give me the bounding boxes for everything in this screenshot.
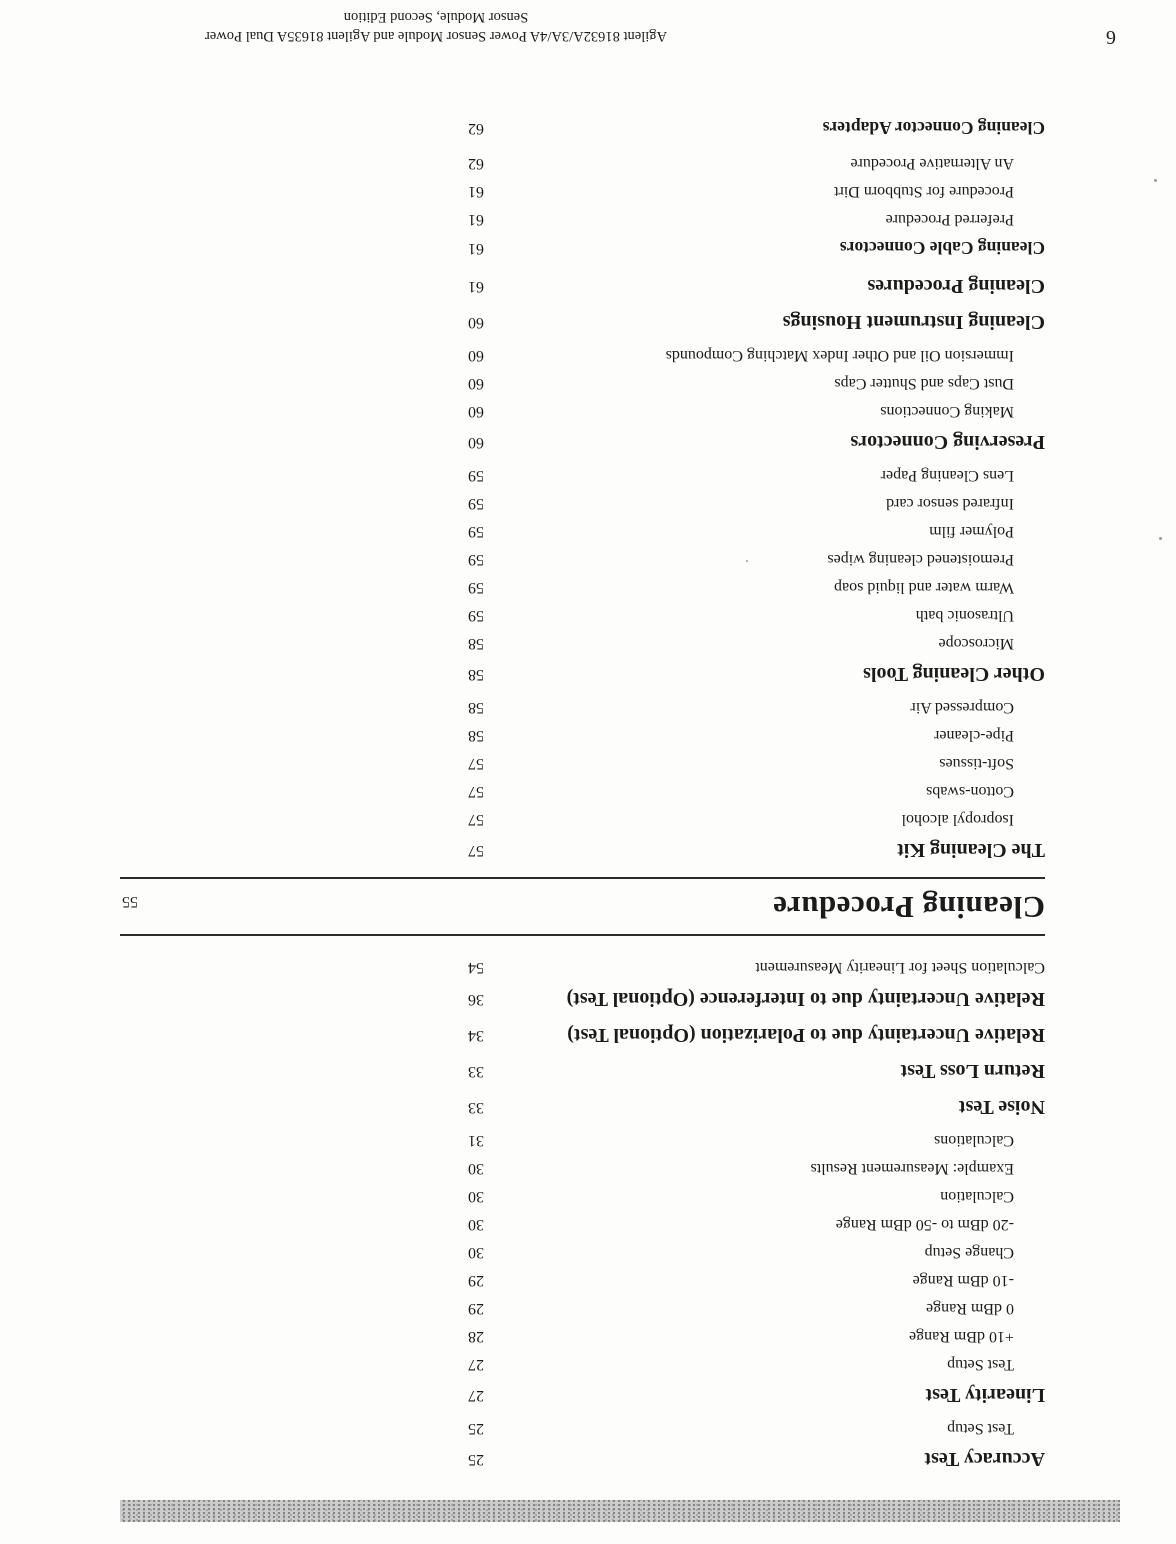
toc-entry bbox=[120, 1054, 1045, 1088]
decorative-chapter-tab-bar bbox=[120, 1500, 1120, 1522]
toc-entry-page: 33 bbox=[468, 1099, 484, 1116]
toc-entry-page: 60 bbox=[468, 347, 484, 364]
toc-entry-label: Accuracy Test bbox=[924, 1448, 1045, 1470]
toc-entry-label: Warm water and liquid soap bbox=[834, 579, 1014, 596]
toc-entry-label: -20 dBm to -50 dBm Range bbox=[835, 1216, 1014, 1233]
toc-entry-label: Relative Uncertainty due to Interference (Optional Test) bbox=[566, 988, 1045, 1010]
toc-entry bbox=[120, 749, 1045, 777]
toc-entry bbox=[120, 233, 1045, 263]
toc-entry bbox=[120, 461, 1045, 489]
toc-entry bbox=[120, 1294, 1045, 1322]
toc-entry bbox=[120, 1350, 1045, 1378]
toc-entry-label: Polymer film bbox=[929, 523, 1014, 540]
toc-entry-page: 59 bbox=[468, 579, 484, 596]
toc-chapter-block bbox=[120, 877, 1045, 936]
toc-entry-label: Procedure for Stubborn Dirt bbox=[834, 183, 1014, 200]
toc-entry bbox=[120, 1182, 1045, 1210]
toc-entry bbox=[120, 397, 1045, 425]
toc-entry-page: 57 bbox=[468, 783, 484, 800]
toc-entry bbox=[120, 982, 1045, 1016]
toc-entry-page: 58 bbox=[468, 635, 484, 652]
toc-entry-label: Return Loss Test bbox=[900, 1060, 1045, 1082]
toc-entry bbox=[120, 952, 1045, 982]
toc-chapter-title: Cleaning Procedure bbox=[772, 890, 1045, 925]
toc-entry bbox=[120, 693, 1045, 721]
toc-entry bbox=[120, 489, 1045, 517]
toc-entry-page: 58 bbox=[468, 727, 484, 744]
toc-entry-label: -10 dBm Range bbox=[912, 1272, 1014, 1289]
toc-entry-page: 61 bbox=[468, 240, 484, 257]
toc-entry-page: 30 bbox=[468, 1160, 484, 1177]
toc-entry-label: +10 dBm Range bbox=[908, 1328, 1014, 1345]
toc-entry-label: Calculations bbox=[934, 1132, 1014, 1149]
toc-entry-page: 60 bbox=[468, 314, 484, 331]
table-of-contents bbox=[120, 113, 1045, 1478]
toc-entry-page: 57 bbox=[468, 842, 484, 859]
toc-entry-page: 31 bbox=[468, 1132, 484, 1149]
toc-entry-label: Linearity Test bbox=[925, 1384, 1045, 1406]
scan-speck bbox=[746, 560, 748, 562]
toc-entry-page: 59 bbox=[468, 607, 484, 624]
toc-entry bbox=[120, 113, 1045, 143]
toc-entry bbox=[120, 341, 1045, 369]
toc-entry-page: 25 bbox=[468, 1420, 484, 1437]
toc-entry-label: Microscope bbox=[938, 635, 1014, 652]
toc-entry-label: Relative Uncertainty due to Polarization (Optional Test) bbox=[567, 1024, 1045, 1046]
toc-entry-label: 0 dBm Range bbox=[926, 1300, 1014, 1317]
toc-entry-page: 57 bbox=[468, 811, 484, 828]
toc-list-upper bbox=[120, 952, 1045, 1476]
toc-entry bbox=[120, 1322, 1045, 1350]
toc-entry-label: Test Setup bbox=[947, 1420, 1014, 1437]
toc-entry-page: 34 bbox=[468, 1027, 484, 1044]
toc-entry bbox=[120, 269, 1045, 303]
toc-entry bbox=[120, 1018, 1045, 1052]
toc-entry-label: Compressed Air bbox=[910, 699, 1014, 716]
toc-chapter-row bbox=[120, 879, 1045, 934]
toc-entry-page: 57 bbox=[468, 755, 484, 772]
toc-entry-label: Cotton-swabs bbox=[926, 783, 1014, 800]
toc-entry-label: Dust Caps and Shutter Caps bbox=[834, 375, 1014, 392]
toc-entry bbox=[120, 777, 1045, 805]
toc-entry-page: 30 bbox=[468, 1244, 484, 1261]
toc-entry-label: Infrared sensor card bbox=[886, 495, 1014, 512]
toc-entry-label: Lens Cleaning Paper bbox=[880, 467, 1014, 484]
toc-entry-page: 28 bbox=[468, 1328, 484, 1345]
toc-entry-label: Noise Test bbox=[958, 1096, 1045, 1118]
toc-entry bbox=[120, 369, 1045, 397]
toc-entry-page: 29 bbox=[468, 1272, 484, 1289]
toc-entry bbox=[120, 573, 1045, 601]
toc-entry-label: Making Connections bbox=[880, 403, 1014, 420]
toc-entry bbox=[120, 1414, 1045, 1442]
toc-entry bbox=[120, 601, 1045, 629]
toc-entry-label: Ultrasonic bath bbox=[915, 607, 1014, 624]
toc-entry-page: 60 bbox=[468, 434, 484, 451]
toc-entry bbox=[120, 1238, 1045, 1266]
toc-entry-page: 59 bbox=[468, 551, 484, 568]
toc-entry-page: 61 bbox=[468, 211, 484, 228]
toc-entry-label: Immersion Oil and Other Index Matching Compounds bbox=[665, 347, 1014, 364]
toc-entry bbox=[120, 149, 1045, 177]
chapter-rule-top bbox=[120, 934, 1045, 936]
toc-entry-page: 59 bbox=[468, 467, 484, 484]
scan-speck bbox=[1159, 537, 1162, 540]
toc-entry-page: 30 bbox=[468, 1188, 484, 1205]
toc-entry bbox=[120, 805, 1045, 833]
toc-entry-page: 61 bbox=[468, 278, 484, 295]
toc-entry bbox=[120, 305, 1045, 339]
toc-entry bbox=[120, 177, 1045, 205]
toc-entry-page: 25 bbox=[468, 1451, 484, 1468]
toc-entry-label: Soft-tissues bbox=[939, 755, 1014, 772]
toc-entry-page: 62 bbox=[468, 120, 484, 137]
toc-entry-label: The Cleaning Kit bbox=[897, 839, 1045, 861]
toc-entry bbox=[120, 545, 1045, 573]
toc-entry-label: Preserving Connectors bbox=[850, 431, 1045, 453]
toc-entry-label: Premoistened cleaning wipes bbox=[827, 551, 1014, 568]
toc-entry-label: Calculation bbox=[940, 1188, 1014, 1205]
toc-entry bbox=[120, 1090, 1045, 1124]
toc-entry-page: 61 bbox=[468, 183, 484, 200]
toc-entry-label: Isopropyl alcohol bbox=[901, 811, 1014, 828]
toc-entry bbox=[120, 721, 1045, 749]
footer-page-number: 6 bbox=[1106, 26, 1116, 48]
toc-entry-page: 54 bbox=[468, 959, 484, 976]
footer-doc-title bbox=[128, 7, 744, 45]
toc-entry-label: Cleaning Procedures bbox=[867, 275, 1045, 297]
toc-entry-page: 58 bbox=[468, 699, 484, 716]
toc-entry-page: 59 bbox=[468, 495, 484, 512]
toc-entry bbox=[120, 1442, 1045, 1476]
toc-entry bbox=[120, 1378, 1045, 1412]
toc-entry-label: Example: Measurement Results bbox=[810, 1160, 1014, 1177]
toc-entry-page: 58 bbox=[468, 666, 484, 683]
toc-entry bbox=[120, 425, 1045, 459]
toc-entry-label: Preferred Procedure bbox=[885, 211, 1014, 228]
toc-entry-page: 30 bbox=[468, 1216, 484, 1233]
toc-entry bbox=[120, 517, 1045, 545]
footer-doc-title-line2: Sensor Module, Second Edition bbox=[343, 9, 529, 25]
toc-entry-label: Cleaning Connector Adapters bbox=[822, 118, 1045, 138]
toc-entry-page: 62 bbox=[468, 155, 484, 172]
toc-entry-label: Test Setup bbox=[947, 1356, 1014, 1373]
toc-entry bbox=[120, 205, 1045, 233]
toc-entry-page: 60 bbox=[468, 403, 484, 420]
toc-entry bbox=[120, 833, 1045, 867]
toc-entry-label: An Alternative Procedure bbox=[850, 155, 1014, 172]
toc-entry-page: 60 bbox=[468, 375, 484, 392]
toc-entry bbox=[120, 657, 1045, 691]
toc-entry-page: 33 bbox=[468, 1063, 484, 1080]
toc-entry-label: Pipe-cleaner bbox=[934, 727, 1014, 744]
toc-entry-label: Calculation Sheet for Linearity Measurement bbox=[755, 959, 1045, 976]
toc-entry bbox=[120, 1154, 1045, 1182]
toc-entry-label: Change Setup bbox=[924, 1244, 1014, 1261]
toc-list-lower bbox=[120, 113, 1045, 867]
toc-entry-page: 27 bbox=[468, 1387, 484, 1404]
toc-entry-page: 29 bbox=[468, 1300, 484, 1317]
toc-entry-page: 27 bbox=[468, 1356, 484, 1373]
toc-entry-page: 59 bbox=[468, 523, 484, 540]
toc-entry bbox=[120, 1126, 1045, 1154]
toc-entry-label: Cleaning Cable Connectors bbox=[839, 238, 1045, 258]
toc-entry-page: 36 bbox=[468, 991, 484, 1008]
footer-doc-title-line1: Agilent 81632A/3A/4A Power Sensor Module and Agilent 81635A Dual Power bbox=[205, 28, 667, 44]
scan-speck bbox=[1154, 179, 1157, 182]
chapter-rule-bottom bbox=[120, 877, 1045, 879]
toc-entry bbox=[120, 1266, 1045, 1294]
toc-entry bbox=[120, 629, 1045, 657]
toc-entry bbox=[120, 1210, 1045, 1238]
toc-chapter-page: 55 bbox=[122, 893, 138, 910]
toc-entry-label: Other Cleaning Tools bbox=[863, 663, 1045, 685]
toc-entry-label: Cleaning Instrument Housings bbox=[782, 311, 1045, 333]
